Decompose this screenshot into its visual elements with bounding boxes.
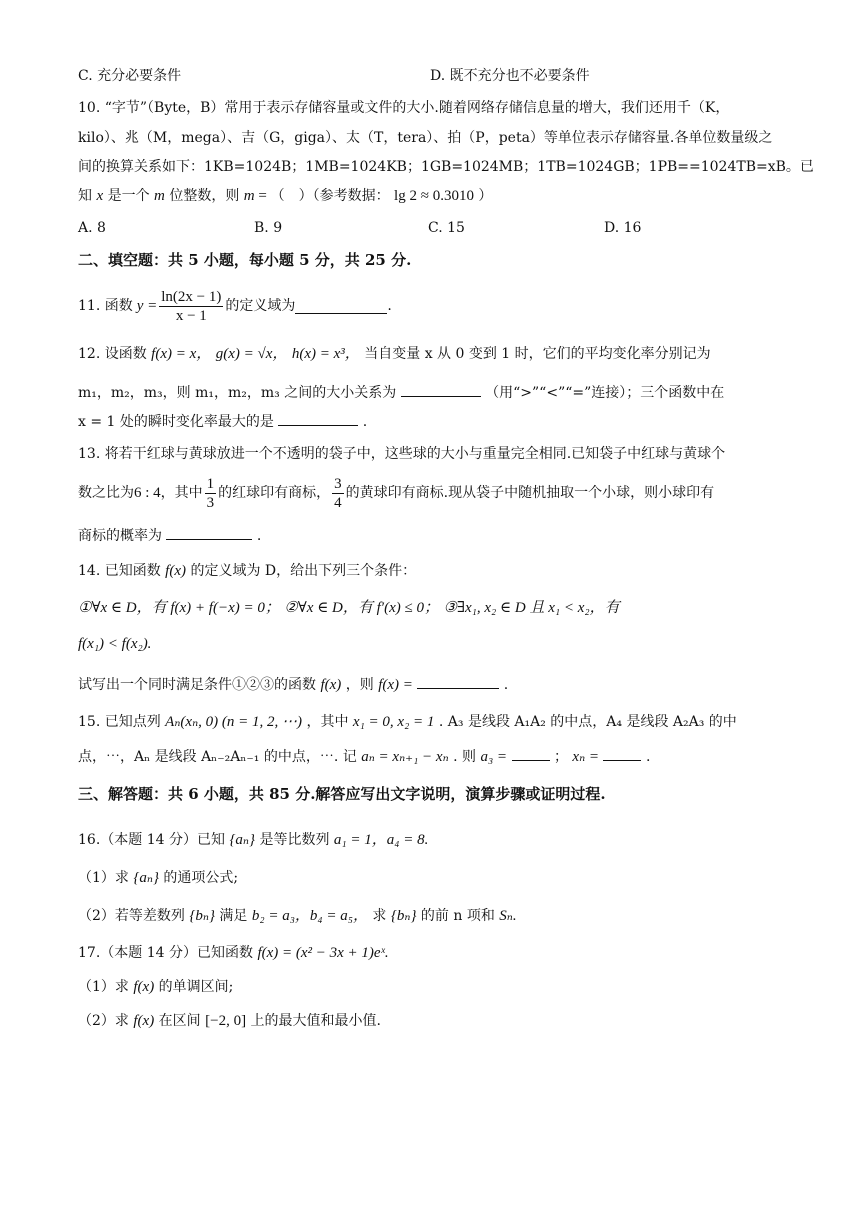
q17-part-2a: （2）求 xyxy=(78,1013,129,1029)
q13-text-3a: 商标的概率为 xyxy=(78,528,162,544)
q12-text-3a: x = 1 处的瞬时变化率最大的是 xyxy=(78,414,274,430)
q14-text-4a: 试写出一个同时满足条件①②③的函数 xyxy=(78,677,316,693)
q16-part-1a: （1）求 xyxy=(78,870,129,886)
q12-line-3 xyxy=(78,411,790,432)
q11-suffix: 的定义域为 xyxy=(225,298,296,314)
q13-fraction-1 xyxy=(205,475,217,512)
q15-answer-blank-2[interactable] xyxy=(603,746,641,761)
q11-answer-blank[interactable] xyxy=(295,299,387,314)
q12-text-2b: （用“>”“<”“=”连接）；三个函数中在 xyxy=(485,385,725,401)
q14-text-1b: 的定义域为 D，给出下列三个条件： xyxy=(190,563,417,579)
q16-part-2d: 的前 n 项和 xyxy=(420,908,495,924)
q16-condition: a₁ = 1，a₄ = 8. xyxy=(333,832,429,848)
q13-fraction-1-den: 3 xyxy=(206,494,215,511)
q12-suffix: 当自变量 x 从 0 变到 1 时，它们的平均变化率分别记为 xyxy=(364,346,711,362)
q13-text-2d: 的黄球印有商标.现从袋子中随机抽取一个小球，则小球印有 xyxy=(345,485,715,501)
q16-part-2a: （2）若等差数列 xyxy=(78,908,185,924)
q16-part-2-condition: b₂ = a₃，b₄ = a₅， xyxy=(251,908,368,924)
q14-condition-3-end: f(x₁) < f(x₂). xyxy=(78,636,152,652)
q14-text-4b: ，则 xyxy=(345,677,374,693)
q13-text-2b: ，其中 xyxy=(160,485,203,501)
section-3-heading: 三、解答题：共 6 小题，共 85 分.解答应写出文字说明，演算步骤或证明过程. xyxy=(78,785,606,803)
q14-condition-3: ③∃x₁, x₂ ∈ D 且 x₁ < x₂，有 xyxy=(443,600,620,616)
q12-line-2 xyxy=(78,382,790,403)
q16-part-2c: 求 xyxy=(372,908,387,924)
q13-fraction-1-num: 1 xyxy=(206,475,215,492)
q15-definition: aₙ = xₙ₊₁ − xₙ xyxy=(361,749,449,765)
q14-fx-eq: f(x) = xyxy=(378,677,413,693)
q16-line-1 xyxy=(78,830,790,850)
q10-text-a: 知 xyxy=(78,188,92,204)
q17-interval: [−2, 0] xyxy=(205,1013,247,1029)
q15-text-1c: . A₃ 是线段 A₁A₂ 的中点，A₄ 是线段 A₂A₃ 的中 xyxy=(438,714,737,730)
q16-sequence: {aₙ} xyxy=(229,832,256,848)
q16-part-2b: 满足 xyxy=(219,908,248,924)
q14-line-1 xyxy=(78,561,790,581)
q17-part-2 xyxy=(78,1011,790,1031)
q15-text-2a: 点，⋯，Aₙ 是线段 Aₙ₋₂Aₙ₋₁ 的中点，⋯. 记 xyxy=(78,749,357,765)
q12-line-1 xyxy=(78,344,790,364)
q11-end: . xyxy=(387,298,392,314)
q16-part-1 xyxy=(78,868,790,888)
q14-line-4 xyxy=(78,674,790,695)
q12-g-def: g(x) = √x， xyxy=(215,346,288,362)
q10-line-4: 知 x 是一个 m 位整数，则 m = （ ）（参考数据： lg 2 ≈ 0.3010 ） xyxy=(78,188,493,204)
q13-end: . xyxy=(256,528,262,544)
q11-func-lhs: y = xyxy=(136,298,158,314)
q17-part-2c: 上的最大值和最小值. xyxy=(250,1013,381,1029)
q15-text-2b: . 则 xyxy=(453,749,477,765)
q13-text-2c: 的红球印有商标， xyxy=(218,485,331,501)
q15-initial: x₁ = 0, x₂ = 1 xyxy=(352,714,435,730)
q14-condition-1: ①∀x ∈ D，有 f(x) + f(−x) = 0； xyxy=(78,600,280,616)
q15-text-1a: 15. 已知点列 xyxy=(78,714,161,730)
q16-bseq: {bₙ} xyxy=(189,908,215,924)
q17-fx-2: f(x) xyxy=(133,1013,155,1029)
q12-end: . xyxy=(362,414,368,430)
q10-text-d: （ ）（参考数据： xyxy=(270,188,390,204)
q17-part-1a: （1）求 xyxy=(78,979,129,995)
q17-function: f(x) = (x² − 3x + 1)eˣ. xyxy=(257,945,389,961)
q14-end: . xyxy=(503,677,509,693)
q10-option-c: C. 15 xyxy=(428,220,465,236)
q11-fraction xyxy=(159,288,223,325)
q16-bseq-2: {bₙ} xyxy=(390,908,417,924)
q16-sequence-2: {aₙ} xyxy=(133,870,159,886)
q10-reference-value: lg 2 ≈ 0.3010 xyxy=(394,188,474,204)
q10-option-b: B. 9 xyxy=(254,220,283,236)
q10-option-d: D. 16 xyxy=(604,220,642,236)
q17-part-2b: 在区间 xyxy=(158,1013,201,1029)
q9-option-c: C. 充分必要条件 xyxy=(78,68,182,84)
q13-line-1: 13. 将若干红球与黄球放进一个不透明的袋子中，这些球的大小与重量完全相同.已知袋子中红球与黄球个 xyxy=(78,446,726,462)
q13-line-2 xyxy=(78,470,790,516)
q11-denominator: x − 1 xyxy=(175,307,207,324)
section-2-heading: 二、填空题：共 5 小题，每小题 5 分，共 25 分. xyxy=(78,251,412,269)
q17-line-1 xyxy=(78,943,790,963)
q15-a3: a₃ = xyxy=(480,749,508,765)
q15-end: . xyxy=(645,749,651,765)
q13-ratio: 6 : 4 xyxy=(134,485,161,501)
q12-f-def: f(x) = x， xyxy=(151,346,212,362)
q12-h-def: h(x) = x³， xyxy=(291,346,360,362)
q13-fraction-2-num: 3 xyxy=(334,475,342,492)
q16-text-1a: 16.（本题 14 分）已知 xyxy=(78,832,225,848)
q17-fx: f(x) xyxy=(133,979,155,995)
q9-option-d: D. 既不充分也不必要条件 xyxy=(430,68,590,84)
q15-answer-blank-1[interactable] xyxy=(512,746,550,761)
q15-line-2 xyxy=(78,746,790,767)
q13-answer-blank[interactable] xyxy=(166,525,252,540)
q16-part-1b: 的通项公式; xyxy=(163,870,239,886)
q10-text-f: ） xyxy=(478,188,493,204)
q12-text-2a: m₁，m₂，m₃，则 m₁，m₂，m₃ 之间的大小关系为 xyxy=(78,385,397,401)
q11-numerator: ln(2x − 1) xyxy=(161,288,222,305)
q15-sep: ； xyxy=(553,749,568,765)
q10-text-c: 位整数，则 xyxy=(169,188,240,204)
q12-answer-blank-2[interactable] xyxy=(278,411,358,426)
q14-fx: f(x) xyxy=(165,563,186,579)
q10-line-3: 间的换算关系如下：1KB=1024B；1MB=1024KB；1GB=1024MB；1TB=1024GB；1PB==1024TB=xB。已 xyxy=(78,159,814,175)
q14-text-1a: 14. 已知函数 xyxy=(78,563,161,579)
q14-condition-2: ②∀x ∈ D，有 f′(x) ≤ 0； xyxy=(284,600,439,616)
q11-prefix: 11. 函数 xyxy=(78,298,133,314)
q11-line xyxy=(78,283,790,329)
q14-answer-blank[interactable] xyxy=(417,674,499,689)
q16-part-2 xyxy=(78,906,790,926)
q15-text-1b: ，其中 xyxy=(306,714,349,730)
q16-text-1b: 是等比数列 xyxy=(259,832,330,848)
q17-part-1 xyxy=(78,977,790,997)
q15-xn: xₙ = xyxy=(572,749,600,765)
q15-line-1 xyxy=(78,712,790,732)
q17-text-1a: 17.（本题 14 分）已知函数 xyxy=(78,945,253,961)
q14-line-2 xyxy=(78,598,790,618)
q16-sn: Sₙ. xyxy=(499,908,517,924)
q13-text-2a: 数之比为 xyxy=(78,485,134,501)
q10-line-2: kilo）、兆（M，mega）、吉（G，giga）、太（T，tera）、拍（P，peta）等单位表示存储容量.各单位数量级之 xyxy=(78,130,773,146)
q10-line-1: 10. “字节”（Byte，B）常用于表示存储容量或文件的大小.随着网络存储信息量的增大，我们还用千（K， xyxy=(78,100,730,116)
q12-prefix: 12. 设函数 xyxy=(78,346,147,362)
q14-line-3 xyxy=(78,634,790,654)
q13-fraction-2 xyxy=(332,475,344,512)
q15-sequence: Aₙ(xₙ, 0) (n = 1, 2, ⋯) xyxy=(165,714,303,730)
q17-part-1b: 的单调区间; xyxy=(158,979,234,995)
q14-fx-2: f(x) xyxy=(320,677,342,693)
q13-line-3 xyxy=(78,525,790,546)
q10-text-b: 是一个 xyxy=(107,188,150,204)
q13-fraction-2-den: 4 xyxy=(334,494,342,511)
q12-answer-blank-1[interactable] xyxy=(401,382,481,397)
q10-option-a: A. 8 xyxy=(78,220,106,236)
